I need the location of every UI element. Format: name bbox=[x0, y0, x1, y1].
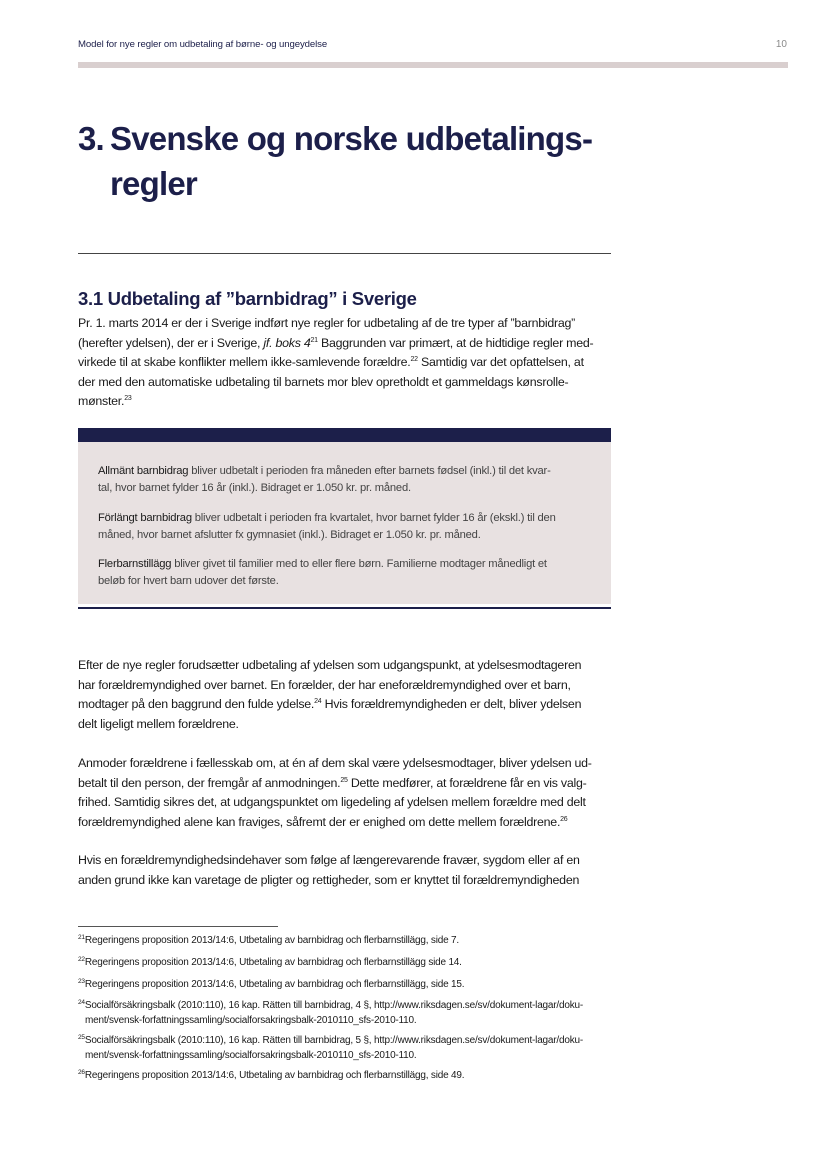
text-line bbox=[78, 353, 612, 373]
footnote-21 bbox=[78, 934, 612, 949]
text-run: betalt til den person, der fremgår af anmodningen. bbox=[78, 775, 341, 790]
text-line bbox=[78, 1034, 612, 1049]
footnote-24 bbox=[78, 999, 612, 1028]
text-line: tal, hvor barnet fylder 16 år (inkl.). Bidraget er 1.050 kr. pr. måned. bbox=[98, 481, 411, 494]
footnote-link[interactable]: ment/svensk-forfattningssamling/socialforsakringsbalk-2010110_sfs-2010-110. bbox=[85, 1049, 417, 1061]
text-line bbox=[78, 999, 612, 1014]
footnote-text: Regeringens proposition 2013/14:6, Utbetaling av barnbidrag och flerbarnstillägg, side 7. bbox=[84, 935, 459, 946]
footnote-22 bbox=[78, 956, 612, 971]
footnote-divider bbox=[78, 926, 278, 927]
section-title: 3.1 Udbetaling af ”barnbidrag” i Sverige bbox=[78, 288, 417, 309]
footnote-text: Socialförsäkringsbalk (2010:110), 16 kap. Rätten till barnbidrag, 4 §, http://www.riksdagen.se/sv/dokument-lagar/doku- bbox=[84, 1000, 584, 1011]
footnote-ref-23[interactable]: 23 bbox=[124, 395, 132, 403]
text-line bbox=[78, 774, 612, 794]
text-line: Hvis en forældremyndighedsindehaver som følge af længerevarende fravær, sygdom eller af en bbox=[78, 853, 580, 867]
paragraph-rules bbox=[78, 656, 612, 734]
header-divider bbox=[78, 62, 788, 68]
text-run: Dette medfører, at forældrene får en vis valg- bbox=[347, 775, 587, 790]
page-number: 10 bbox=[775, 39, 787, 50]
footnote-text: Regeringens proposition 2013/14:6, Utbetaling av barnbidrag och flerbarnstillägg side 14. bbox=[84, 957, 462, 968]
text-line bbox=[98, 463, 598, 480]
paragraph-intro bbox=[78, 314, 612, 412]
text-run: virkede til at skabe konflikter mellem ikke-samlevende forældre. bbox=[78, 355, 411, 370]
text-line bbox=[78, 334, 612, 354]
text-run: bliver udbetalt i perioden fra kvartalet, hvor barnet fylder 16 år (ekskl.) til den bbox=[191, 512, 556, 524]
footnote-ref-22[interactable]: 22 bbox=[410, 356, 418, 364]
text-line: Pr. 1. marts 2014 er der i Sverige indført nye regler for udbetaling af de tre typer af ”barnbidrag” bbox=[78, 316, 576, 330]
chapter-divider bbox=[78, 253, 611, 254]
box-reference: jf. boks 4 bbox=[263, 335, 311, 350]
text-run: Baggrunden var primært, at de hidtidige regler med- bbox=[317, 335, 594, 350]
footnote-ref-26[interactable]: 26 bbox=[560, 815, 568, 823]
footnote-link[interactable]: ment/svensk-forfattningssamling/socialforsakringsbalk-2010110_sfs-2010-110. bbox=[85, 1014, 417, 1026]
text-run: bliver givet til familier med to eller flere børn. Familierne modtager månedligt et bbox=[171, 558, 547, 570]
footnote-text: Socialförsäkringsbalk (2010:110), 16 kap. Rätten till barnbidrag, 5 §, http://www.riksdagen.se/sv/dokument-lagar/doku- bbox=[84, 1035, 584, 1046]
text-line: har forældremyndighed over barnet. En forælder, der har eneforældremyndighed over et barn, bbox=[78, 677, 571, 692]
box-bottom-rule bbox=[78, 607, 611, 609]
text-line: frihed. Samtidig sikres det, at udgangspunktet om ligedeling af ydelsen mellem forældre med delt bbox=[78, 795, 586, 810]
footnote-number: 24 bbox=[78, 999, 85, 1006]
footnote-number: 26 bbox=[78, 1069, 85, 1076]
footnote-ref-24[interactable]: 24 bbox=[314, 698, 322, 706]
text-run: bliver udbetalt i perioden fra måneden efter barnets fødsel (inkl.) til det kvar- bbox=[188, 465, 551, 477]
footnote-number: 23 bbox=[78, 978, 85, 985]
text-run: mønster. bbox=[78, 394, 125, 409]
box-term: Allmänt barnbidrag bbox=[98, 465, 189, 477]
text-line bbox=[78, 956, 612, 971]
chapter-title bbox=[78, 116, 638, 206]
chapter-title-line2: regler bbox=[110, 165, 197, 202]
paragraph-request bbox=[78, 754, 612, 832]
text-line: delt ligeligt mellem forældrene. bbox=[78, 716, 239, 731]
text-run: Samtidig var det opfattelsen, at bbox=[417, 355, 584, 370]
text-line bbox=[78, 1069, 612, 1084]
chapter-title-line1: Svenske og norske udbetalings- bbox=[110, 120, 593, 157]
text-run: forældremyndighed alene kan fraviges, såfremt der er enighed om dette mellem forældrene. bbox=[78, 814, 561, 829]
box-item-forlangt-barnbidrag bbox=[98, 510, 598, 543]
box-item-flerbarnstillagg bbox=[98, 556, 598, 589]
text-line: Efter de nye regler forudsætter udbetaling af ydelsen som udgangspunkt, at ydelsesmodtageren bbox=[78, 658, 582, 672]
text-run: (herefter ydelsen), der er i Sverige, bbox=[78, 335, 264, 350]
text-run: Hvis forældremyndigheden er delt, bliver ydelsen bbox=[321, 697, 582, 712]
text-line bbox=[78, 392, 612, 412]
box-header-bar bbox=[78, 428, 611, 442]
text-line bbox=[98, 556, 598, 573]
text-line bbox=[78, 813, 612, 833]
text-line: der med den automatiske udbetaling til barnets mor blev opretholdt et gammeldags kønsrolle- bbox=[78, 374, 569, 389]
text-run: modtager på den baggrund den fulde ydelse. bbox=[78, 697, 315, 712]
footnote-ref-21[interactable]: 21 bbox=[310, 336, 318, 344]
text-line: anden grund ikke kan varetage de pligter og rettigheder, som er knyttet til forældremyndigheden bbox=[78, 872, 580, 887]
footnote-text: Regeringens proposition 2013/14:6, Utbetaling av barnbidrag och flerbarnstillägg, side 15. bbox=[84, 979, 465, 990]
footnote-ref-25[interactable]: 25 bbox=[340, 776, 348, 784]
text-line bbox=[78, 978, 612, 993]
running-header-title: Model for nye regler om udbetaling af børne- og ungeydelse bbox=[78, 39, 328, 50]
text-line bbox=[78, 695, 612, 715]
footnote-text: Regeringens proposition 2013/14:6, Utbetaling av barnbidrag och flerbarnstillägg, side 49. bbox=[84, 1070, 465, 1081]
footnote-number: 22 bbox=[78, 956, 85, 963]
text-line bbox=[98, 510, 598, 527]
box-term: Förlängt barnbidrag bbox=[98, 512, 192, 524]
text-line: Anmoder forældrene i fællesskab om, at én af dem skal være ydelsesmodtager, bliver ydelsen ud- bbox=[78, 756, 592, 770]
footnote-25 bbox=[78, 1034, 612, 1063]
text-line: måned, hvor barnet afslutter fx gymnasiet (inkl.). Bidraget er 1.050 kr. pr. måned. bbox=[98, 528, 481, 541]
footnote-23 bbox=[78, 978, 612, 993]
footnote-number: 25 bbox=[78, 1034, 85, 1041]
text-line bbox=[78, 934, 612, 949]
text-line: beløb for hvert barn udover det første. bbox=[98, 574, 279, 587]
chapter-number: 3. bbox=[78, 120, 104, 157]
footnote-26 bbox=[78, 1069, 612, 1084]
paragraph-absence bbox=[78, 851, 612, 890]
footnote-number: 21 bbox=[78, 934, 85, 941]
box-term: Flerbarnstillägg bbox=[98, 558, 172, 570]
box-item-allmant-barnbidrag bbox=[98, 463, 598, 496]
